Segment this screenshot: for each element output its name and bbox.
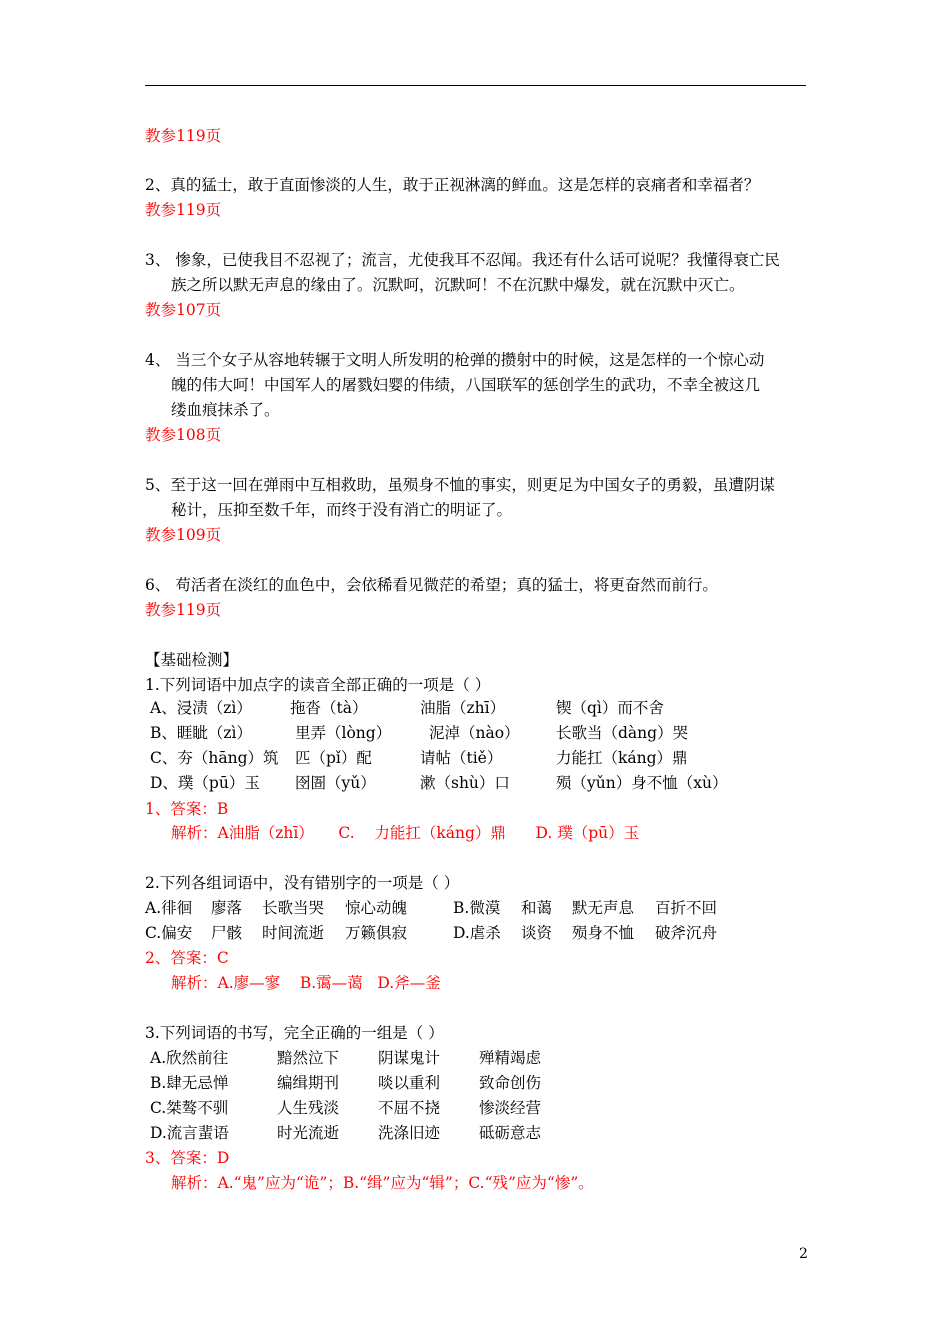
- q2-a-3: 长歌当哭: [262, 899, 325, 917]
- q1-analysis: 解析：A油脂（zhī） C. 力能扛（káng）鼎 D. 璞（pū）玉: [171, 824, 640, 842]
- q3-c-3: 不屈不挠: [378, 1099, 441, 1117]
- question-2-text: 真的猛士，敢于直面惨淡的人生，敢于正视淋漓的鲜血。这是怎样的哀痛者和幸福者？: [170, 176, 760, 194]
- q1-stem: 1.下列词语中加点字的读音全部正确的一项是（ ）: [145, 676, 491, 694]
- question-3-text-1: 惨象，已使我目不忍视了；流言，尤使我耳不忍闻。我还有什么话可说呢？我懂得衰亡民: [175, 251, 780, 269]
- reference-5: 教参109页: [145, 526, 222, 544]
- q1-option-d-1: D、璞（pū）玉: [150, 774, 260, 792]
- q2-b-3: 默无声息: [572, 899, 635, 917]
- question-4-text-1: 当三个女子从容地转辗于文明人所发明的枪弹的攒射中的时候，这是怎样的一个惊心动: [175, 351, 765, 369]
- question-4-line-3: 缕血痕抹杀了。: [171, 401, 280, 419]
- q2-a-2: 廖落: [211, 899, 243, 917]
- question-5-text-1: 至于这一回在弹雨中互相救助，虽殒身不恤的事实，则更足为中国女子的勇毅，虽遭阴谋: [170, 476, 775, 494]
- question-4-number: 4、: [145, 351, 171, 369]
- q2-analysis: 解析：A.廖—寥 B.霭—蔼 D.斧—釜: [171, 974, 441, 992]
- question-4-line-1: [145, 350, 764, 370]
- q1-option-a-3: 油脂（zhī）: [420, 699, 506, 717]
- q2-a-1: A.徘徊: [145, 899, 193, 917]
- reference-4: 教参108页: [145, 426, 222, 444]
- question-3-number: 3、: [145, 251, 171, 269]
- q1-option-c-4: 力能扛（káng）鼎: [556, 749, 688, 767]
- question-5-line-1: [145, 475, 775, 495]
- q3-stem: 3.下列词语的书写，完全正确的一组是（ ）: [145, 1024, 444, 1042]
- q1-option-b-4: 长歌当（dàng）哭: [556, 724, 689, 742]
- q1-option-c-1: C、夯（hāng）筑: [150, 749, 279, 767]
- q2-b-2: 和蔼: [521, 899, 553, 917]
- section-title: 【基础检测】: [145, 651, 239, 669]
- q3-d-3: 洗涤旧迹: [378, 1124, 441, 1142]
- q1-option-c-3: 请帖（tiě）: [420, 749, 503, 767]
- question-5-line-2: 秘计，压抑至数千年，而终于没有消亡的明证了。: [171, 501, 513, 519]
- question-2: [145, 175, 759, 195]
- q3-b-2: 编缉期刊: [277, 1074, 340, 1092]
- q3-a-1: A.欣然前往: [150, 1049, 229, 1067]
- q3-c-1: C.桀骜不驯: [150, 1099, 229, 1117]
- q3-d-2: 时光流逝: [277, 1124, 340, 1142]
- q3-b-4: 致命创伤: [479, 1074, 542, 1092]
- q3-b-1: B.肆无忌惮: [150, 1074, 229, 1092]
- q2-c-3: 时间流逝: [262, 924, 325, 942]
- q2-d-1: D.虐杀: [453, 924, 501, 942]
- q2-d-4: 破斧沉舟: [655, 924, 718, 942]
- reference-3: 教参107页: [145, 301, 222, 319]
- q1-option-b-3: 泥淖（nào）: [429, 724, 520, 742]
- q3-d-4: 砥砺意志: [479, 1124, 542, 1142]
- q1-option-a-4: 锲（qì）而不舍: [556, 699, 664, 717]
- reference-6: 教参119页: [145, 601, 222, 619]
- q3-a-4: 殚精竭虑: [479, 1049, 542, 1067]
- q3-a-2: 黯然泣下: [277, 1049, 340, 1067]
- q1-option-d-4: 殒（yǔn）身不恤（xù）: [556, 774, 728, 792]
- q2-answer: 2、答案：C: [145, 949, 229, 967]
- reference-2: 教参119页: [145, 201, 222, 219]
- q3-c-2: 人生残淡: [277, 1099, 340, 1117]
- q1-option-d-3: 漱（shù）口: [420, 774, 510, 792]
- q3-a-3: 阴谋鬼计: [378, 1049, 441, 1067]
- q1-option-d-2: 囹圄（yǔ）: [295, 774, 376, 792]
- q1-option-a-1: A、浸渍（zì）: [150, 699, 252, 717]
- q2-c-2: 尸骸: [211, 924, 243, 942]
- question-6: [145, 575, 718, 595]
- q1-option-b-2: 里弄（lòng）: [295, 724, 392, 742]
- q3-b-3: 啖以重利: [378, 1074, 441, 1092]
- question-6-number: 6、: [145, 576, 171, 594]
- header-rule: [145, 85, 806, 86]
- reference-1: 教参119页: [145, 127, 222, 145]
- q2-stem: 2.下列各组词语中，没有错别字的一项是（ ）: [145, 874, 460, 892]
- q3-c-4: 惨淡经营: [479, 1099, 542, 1117]
- q3-answer: 3、答案：D: [145, 1149, 230, 1167]
- q2-c-1: C.偏安: [145, 924, 193, 942]
- question-5-number: 5、: [145, 476, 171, 494]
- question-2-number: 2、: [145, 176, 171, 194]
- question-3-line-2: 族之所以默无声息的缘由了。沉默呵，沉默呵！不在沉默中爆发，就在沉默中灭亡。: [171, 276, 745, 294]
- question-4-line-2: 魄的伟大呵！中国军人的屠戮妇婴的伟绩，八国联军的惩创学生的武功，不幸全被这几: [171, 376, 761, 394]
- q2-a-4: 惊心动魄: [345, 899, 408, 917]
- q3-d-1: D.流言蜚语: [150, 1124, 229, 1142]
- q2-d-3: 殒身不恤: [572, 924, 635, 942]
- q2-b-1: B.微漠: [453, 899, 501, 917]
- page-number: 2: [799, 1246, 808, 1262]
- q1-answer: 1、答案：B: [145, 800, 229, 818]
- q1-option-c-2: 匹（pǐ）配: [295, 749, 372, 767]
- q3-analysis: 解析：A.“鬼”应为“诡”；B.“缉”应为“辑”；C.“残”应为“惨”。: [171, 1174, 594, 1192]
- q2-c-4: 万籁俱寂: [345, 924, 408, 942]
- question-3-line-1: [145, 250, 780, 270]
- q2-d-2: 谈资: [521, 924, 553, 942]
- q1-option-a-2: 拖沓（tà）: [290, 699, 368, 717]
- q2-b-4: 百折不回: [655, 899, 718, 917]
- q1-option-b-1: B、睚眦（zì）: [150, 724, 253, 742]
- question-6-text: 苟活者在淡红的血色中，会依稀看见微茫的希望；真的猛士，将更奋然而前行。: [175, 576, 718, 594]
